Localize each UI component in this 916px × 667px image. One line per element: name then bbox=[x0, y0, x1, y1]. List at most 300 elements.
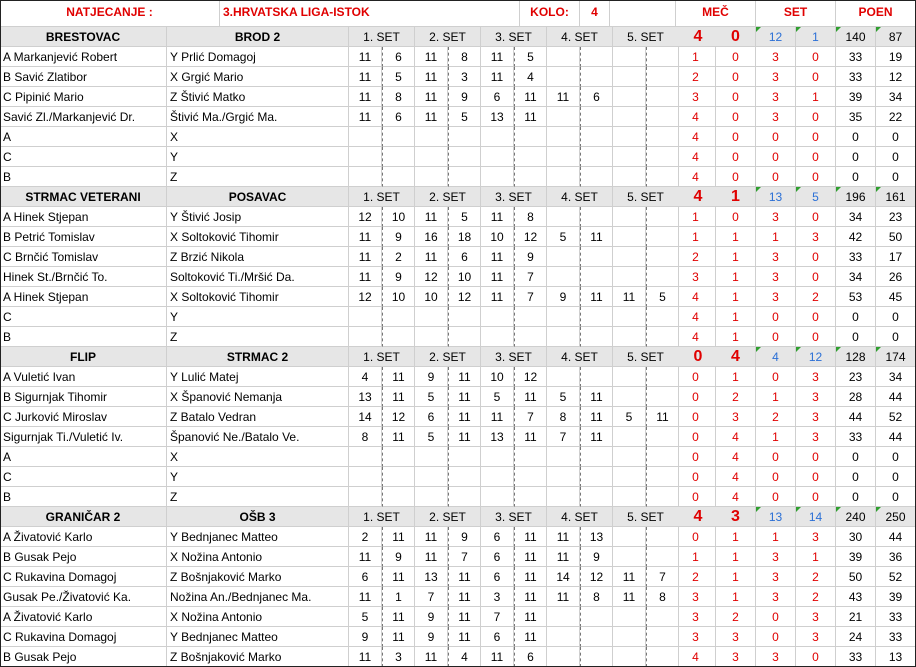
points-home: 39 bbox=[836, 87, 876, 107]
set-score-away: 6 bbox=[448, 247, 481, 267]
set-label: 2. SET bbox=[415, 27, 481, 47]
running-match-away: 1 bbox=[716, 227, 756, 247]
set-score-away: 8 bbox=[382, 87, 415, 107]
sets-won-home: 3 bbox=[756, 107, 796, 127]
away-player: X Nožina Antonio bbox=[167, 547, 349, 567]
set-score-away: 18 bbox=[448, 227, 481, 247]
home-player: C Pipinić Mario bbox=[0, 87, 167, 107]
points-home: 0 bbox=[836, 127, 876, 147]
sets-won-away: 0 bbox=[796, 167, 836, 187]
home-player: A bbox=[0, 447, 167, 467]
sets-won-home: 2 bbox=[756, 407, 796, 427]
points-home: 30 bbox=[836, 527, 876, 547]
points-away: 19 bbox=[876, 47, 916, 67]
running-match-away: 4 bbox=[716, 487, 756, 507]
set-score-home: 9 bbox=[415, 627, 448, 647]
running-match-home: 0 bbox=[676, 387, 716, 407]
set-score-home: 13 bbox=[349, 387, 382, 407]
points-away: 13 bbox=[876, 647, 916, 667]
set-score-away: 12 bbox=[382, 407, 415, 427]
set-score-away: 5 bbox=[382, 67, 415, 87]
set-score-home: 7 bbox=[415, 587, 448, 607]
running-match-home: 3 bbox=[676, 87, 716, 107]
points-home: 33 bbox=[836, 427, 876, 447]
set-score-home: 13 bbox=[481, 107, 514, 127]
set-score-away: 1 bbox=[382, 587, 415, 607]
set-score-home: 11 bbox=[481, 287, 514, 307]
set-score-home: 11 bbox=[349, 67, 382, 87]
running-match-away: 4 bbox=[716, 467, 756, 487]
home-team-name: GRANIČAR 2 bbox=[0, 507, 167, 527]
away-player: Z Batalo Vedran bbox=[167, 407, 349, 427]
set-score-home: 11 bbox=[349, 547, 382, 567]
set-total-away: 14 bbox=[796, 507, 836, 527]
set-score-away: 9 bbox=[448, 87, 481, 107]
set-score-away: 11 bbox=[580, 427, 613, 447]
set-score-home: 5 bbox=[547, 227, 580, 247]
sets-won-away: 3 bbox=[796, 527, 836, 547]
sets-won-home: 3 bbox=[756, 247, 796, 267]
set-score-away: 7 bbox=[448, 547, 481, 567]
set-score-home: 14 bbox=[547, 567, 580, 587]
points-home: 21 bbox=[836, 607, 876, 627]
sets-won-home: 3 bbox=[756, 207, 796, 227]
away-player: X bbox=[167, 127, 349, 147]
set-score-home: 11 bbox=[481, 267, 514, 287]
running-match-away: 0 bbox=[716, 107, 756, 127]
away-team-name: OŠB 3 bbox=[167, 507, 349, 527]
points-total-home: 140 bbox=[836, 27, 876, 47]
set-score-away: 12 bbox=[514, 367, 547, 387]
sets-won-home: 3 bbox=[756, 87, 796, 107]
away-team-name: POSAVAC bbox=[167, 187, 349, 207]
points-home: 24 bbox=[836, 627, 876, 647]
running-match-home: 4 bbox=[676, 647, 716, 667]
sets-won-home: 0 bbox=[756, 607, 796, 627]
sets-won-home: 0 bbox=[756, 147, 796, 167]
set-score-away: 11 bbox=[448, 607, 481, 627]
points-home: 28 bbox=[836, 387, 876, 407]
round-number: 4 bbox=[580, 0, 610, 27]
running-match-home: 3 bbox=[676, 587, 716, 607]
set-score-away: 11 bbox=[448, 407, 481, 427]
set-score-away: 4 bbox=[514, 67, 547, 87]
home-player: C Jurković Miroslav bbox=[0, 407, 167, 427]
running-match-home: 4 bbox=[676, 327, 716, 347]
set-score-home: 9 bbox=[349, 627, 382, 647]
sets-won-away: 0 bbox=[796, 147, 836, 167]
set-label: 3. SET bbox=[481, 347, 547, 367]
sets-won-home: 0 bbox=[756, 307, 796, 327]
sets-won-away: 0 bbox=[796, 267, 836, 287]
home-team-name: FLIP bbox=[0, 347, 167, 367]
points-away: 0 bbox=[876, 327, 916, 347]
set-score-away: 11 bbox=[514, 427, 547, 447]
points-away: 12 bbox=[876, 67, 916, 87]
away-player: X Grgić Mario bbox=[167, 67, 349, 87]
points-away: 34 bbox=[876, 87, 916, 107]
running-match-home: 0 bbox=[676, 407, 716, 427]
sets-won-away: 3 bbox=[796, 227, 836, 247]
points-total-away: 161 bbox=[876, 187, 916, 207]
away-player: Y bbox=[167, 307, 349, 327]
away-player: Soltoković Ti./Mršić Da. bbox=[167, 267, 349, 287]
set-score-home: 10 bbox=[481, 227, 514, 247]
set-score-away: 7 bbox=[514, 287, 547, 307]
set-score-home: 5 bbox=[547, 387, 580, 407]
running-match-home: 0 bbox=[676, 527, 716, 547]
sets-won-away: 0 bbox=[796, 47, 836, 67]
set-score-home: 11 bbox=[547, 527, 580, 547]
away-player: Y Prlić Domagoj bbox=[167, 47, 349, 67]
points-home: 44 bbox=[836, 407, 876, 427]
points-away: 50 bbox=[876, 227, 916, 247]
points-total-away: 250 bbox=[876, 507, 916, 527]
set-score-home: 6 bbox=[481, 527, 514, 547]
set-score-away: 2 bbox=[382, 247, 415, 267]
points-away: 0 bbox=[876, 147, 916, 167]
set-score-away: 11 bbox=[514, 107, 547, 127]
set-label: 3. SET bbox=[481, 27, 547, 47]
set-total-away: 1 bbox=[796, 27, 836, 47]
home-team-name: STRMAC VETERANI bbox=[0, 187, 167, 207]
points-away: 39 bbox=[876, 587, 916, 607]
away-team-name: STRMAC 2 bbox=[167, 347, 349, 367]
set-score-home: 11 bbox=[415, 247, 448, 267]
set-score-away: 11 bbox=[448, 367, 481, 387]
points-away: 36 bbox=[876, 547, 916, 567]
set-score-home: 11 bbox=[613, 587, 646, 607]
points-total-home: 240 bbox=[836, 507, 876, 527]
points-away: 0 bbox=[876, 167, 916, 187]
points-away: 33 bbox=[876, 627, 916, 647]
away-player: Y bbox=[167, 147, 349, 167]
set-score-home: 11 bbox=[415, 527, 448, 547]
sets-won-away: 0 bbox=[796, 467, 836, 487]
set-label: 5. SET bbox=[613, 347, 679, 367]
sets-won-home: 1 bbox=[756, 427, 796, 447]
away-player: Z bbox=[167, 167, 349, 187]
set-score-home: 11 bbox=[415, 207, 448, 227]
set-score-away: 10 bbox=[382, 287, 415, 307]
set-score-home: 2 bbox=[349, 527, 382, 547]
away-player: Z Bošnjaković Marko bbox=[167, 647, 349, 667]
running-match-away: 4 bbox=[716, 447, 756, 467]
running-match-away: 1 bbox=[716, 567, 756, 587]
away-player: Z Štivić Matko bbox=[167, 87, 349, 107]
set-score-away: 11 bbox=[382, 527, 415, 547]
home-player: C Rukavina Domagoj bbox=[0, 567, 167, 587]
sets-won-home: 3 bbox=[756, 287, 796, 307]
round-label: KOLO: bbox=[520, 0, 580, 27]
set-score-header: SET bbox=[756, 0, 836, 27]
points-away: 0 bbox=[876, 447, 916, 467]
running-match-away: 1 bbox=[716, 267, 756, 287]
away-player: Nožina An./Bednjanec Ma. bbox=[167, 587, 349, 607]
competition-label: NATJECANJE : bbox=[0, 0, 220, 27]
running-match-away: 3 bbox=[716, 647, 756, 667]
sets-won-away: 1 bbox=[796, 547, 836, 567]
set-score-away: 11 bbox=[448, 387, 481, 407]
match-total-home: 0 bbox=[676, 347, 721, 367]
points-total-home: 128 bbox=[836, 347, 876, 367]
points-away: 23 bbox=[876, 207, 916, 227]
match-total-away: 0 bbox=[716, 27, 756, 47]
sets-won-away: 0 bbox=[796, 487, 836, 507]
set-score-home: 6 bbox=[349, 567, 382, 587]
running-match-home: 4 bbox=[676, 307, 716, 327]
set-score-home: 11 bbox=[481, 247, 514, 267]
points-home: 23 bbox=[836, 367, 876, 387]
points-home: 50 bbox=[836, 567, 876, 587]
away-player: X bbox=[167, 447, 349, 467]
points-header: POEN bbox=[836, 0, 916, 27]
running-match-away: 0 bbox=[716, 67, 756, 87]
points-away: 0 bbox=[876, 467, 916, 487]
sets-won-away: 0 bbox=[796, 207, 836, 227]
set-label: 2. SET bbox=[415, 187, 481, 207]
points-away: 52 bbox=[876, 407, 916, 427]
set-score-away: 11 bbox=[382, 367, 415, 387]
set-label: 2. SET bbox=[415, 347, 481, 367]
set-score-home: 4 bbox=[349, 367, 382, 387]
home-player: A bbox=[0, 127, 167, 147]
sets-won-away: 3 bbox=[796, 607, 836, 627]
running-match-home: 4 bbox=[676, 167, 716, 187]
set-score-home: 11 bbox=[613, 287, 646, 307]
sets-won-home: 3 bbox=[756, 647, 796, 667]
set-score-away: 11 bbox=[382, 427, 415, 447]
set-score-home: 11 bbox=[481, 207, 514, 227]
set-score-away: 3 bbox=[448, 67, 481, 87]
set-score-home: 5 bbox=[481, 387, 514, 407]
points-home: 34 bbox=[836, 267, 876, 287]
home-player: A Vuletić Ivan bbox=[0, 367, 167, 387]
home-player: B Petrić Tomislav bbox=[0, 227, 167, 247]
sets-won-away: 0 bbox=[796, 647, 836, 667]
points-home: 33 bbox=[836, 647, 876, 667]
away-player: X Soltoković Tihomir bbox=[167, 287, 349, 307]
set-score-home: 11 bbox=[415, 547, 448, 567]
sets-won-home: 1 bbox=[756, 227, 796, 247]
set-label: 1. SET bbox=[349, 187, 415, 207]
running-match-home: 3 bbox=[676, 627, 716, 647]
sets-won-away: 3 bbox=[796, 387, 836, 407]
home-player: A Hinek Stjepan bbox=[0, 207, 167, 227]
running-match-home: 1 bbox=[676, 207, 716, 227]
set-score-home: 11 bbox=[415, 87, 448, 107]
set-score-home: 5 bbox=[349, 607, 382, 627]
set-score-away: 6 bbox=[580, 87, 613, 107]
set-score-away: 11 bbox=[514, 547, 547, 567]
running-match-away: 1 bbox=[716, 367, 756, 387]
sets-won-away: 0 bbox=[796, 127, 836, 147]
points-home: 0 bbox=[836, 327, 876, 347]
set-label: 5. SET bbox=[613, 187, 679, 207]
sets-won-home: 3 bbox=[756, 47, 796, 67]
sets-won-away: 2 bbox=[796, 587, 836, 607]
set-score-away: 11 bbox=[514, 87, 547, 107]
set-score-home: 11 bbox=[481, 647, 514, 667]
set-score-home: 3 bbox=[481, 587, 514, 607]
points-home: 43 bbox=[836, 587, 876, 607]
set-score-away: 9 bbox=[448, 527, 481, 547]
points-total-away: 174 bbox=[876, 347, 916, 367]
set-score-home: 14 bbox=[349, 407, 382, 427]
sets-won-away: 1 bbox=[796, 87, 836, 107]
running-match-away: 1 bbox=[716, 527, 756, 547]
points-away: 44 bbox=[876, 527, 916, 547]
sets-won-home: 0 bbox=[756, 127, 796, 147]
points-home: 34 bbox=[836, 207, 876, 227]
sets-won-away: 3 bbox=[796, 427, 836, 447]
points-home: 0 bbox=[836, 487, 876, 507]
set-score-away: 13 bbox=[580, 527, 613, 547]
set-score-home: 11 bbox=[349, 587, 382, 607]
set-score-away: 11 bbox=[646, 407, 679, 427]
set-score-home: 11 bbox=[415, 47, 448, 67]
running-match-away: 1 bbox=[716, 287, 756, 307]
sets-won-home: 0 bbox=[756, 367, 796, 387]
set-score-away: 5 bbox=[646, 287, 679, 307]
home-player: Savić Zl./Markanjević Dr. bbox=[0, 107, 167, 127]
away-player: Y Bednjanec Matteo bbox=[167, 627, 349, 647]
set-total-home: 4 bbox=[756, 347, 796, 367]
set-score-away: 11 bbox=[514, 627, 547, 647]
match-total-away: 4 bbox=[716, 347, 756, 367]
away-team-name: BROD 2 bbox=[167, 27, 349, 47]
set-score-home: 11 bbox=[481, 47, 514, 67]
set-label: 1. SET bbox=[349, 507, 415, 527]
set-score-home: 11 bbox=[481, 407, 514, 427]
running-match-home: 0 bbox=[676, 467, 716, 487]
set-label: 2. SET bbox=[415, 507, 481, 527]
set-score-home: 5 bbox=[415, 387, 448, 407]
points-home: 0 bbox=[836, 307, 876, 327]
running-match-home: 4 bbox=[676, 287, 716, 307]
away-player: X Nožina Antonio bbox=[167, 607, 349, 627]
sets-won-home: 0 bbox=[756, 447, 796, 467]
away-player: X Španović Nemanja bbox=[167, 387, 349, 407]
points-away: 45 bbox=[876, 287, 916, 307]
points-away: 52 bbox=[876, 567, 916, 587]
points-home: 0 bbox=[836, 447, 876, 467]
running-match-away: 1 bbox=[716, 547, 756, 567]
set-score-home: 6 bbox=[481, 87, 514, 107]
set-score-away: 10 bbox=[382, 207, 415, 227]
set-score-home: 6 bbox=[415, 407, 448, 427]
set-score-away: 11 bbox=[448, 627, 481, 647]
set-score-away: 4 bbox=[448, 647, 481, 667]
home-player: Sigurnjak Ti./Vuletić Iv. bbox=[0, 427, 167, 447]
set-score-away: 11 bbox=[514, 567, 547, 587]
away-player: Z Bošnjaković Marko bbox=[167, 567, 349, 587]
sets-won-away: 0 bbox=[796, 447, 836, 467]
set-label: 4. SET bbox=[547, 27, 613, 47]
match-total-away: 3 bbox=[716, 507, 756, 527]
home-player: B bbox=[0, 487, 167, 507]
away-player: Y Štivić Josip bbox=[167, 207, 349, 227]
home-player: C bbox=[0, 147, 167, 167]
set-score-away: 7 bbox=[514, 267, 547, 287]
home-player: A Hinek Stjepan bbox=[0, 287, 167, 307]
set-score-away: 11 bbox=[580, 387, 613, 407]
sets-won-home: 0 bbox=[756, 167, 796, 187]
running-match-home: 0 bbox=[676, 427, 716, 447]
sets-won-home: 1 bbox=[756, 387, 796, 407]
sets-won-away: 0 bbox=[796, 327, 836, 347]
set-score-home: 11 bbox=[547, 87, 580, 107]
sets-won-away: 0 bbox=[796, 307, 836, 327]
points-home: 53 bbox=[836, 287, 876, 307]
set-score-away: 12 bbox=[448, 287, 481, 307]
set-score-away: 11 bbox=[580, 407, 613, 427]
points-total-home: 196 bbox=[836, 187, 876, 207]
points-away: 26 bbox=[876, 267, 916, 287]
running-match-away: 0 bbox=[716, 207, 756, 227]
set-score-home: 16 bbox=[415, 227, 448, 247]
running-match-away: 3 bbox=[716, 627, 756, 647]
set-total-away: 12 bbox=[796, 347, 836, 367]
set-score-away: 11 bbox=[514, 607, 547, 627]
set-score-away: 11 bbox=[514, 527, 547, 547]
home-player: C Brnčić Tomislav bbox=[0, 247, 167, 267]
running-match-home: 3 bbox=[676, 267, 716, 287]
set-score-away: 7 bbox=[646, 567, 679, 587]
set-total-away: 5 bbox=[796, 187, 836, 207]
set-score-home: 11 bbox=[613, 567, 646, 587]
set-score-away: 9 bbox=[382, 267, 415, 287]
set-score-away: 11 bbox=[448, 587, 481, 607]
set-score-away: 6 bbox=[382, 107, 415, 127]
running-match-away: 0 bbox=[716, 127, 756, 147]
set-score-home: 13 bbox=[481, 427, 514, 447]
set-score-away: 11 bbox=[514, 587, 547, 607]
set-label: 3. SET bbox=[481, 507, 547, 527]
away-player: Y Bednjanec Matteo bbox=[167, 527, 349, 547]
set-score-home: 13 bbox=[415, 567, 448, 587]
set-score-away: 11 bbox=[382, 607, 415, 627]
away-player: Z bbox=[167, 487, 349, 507]
home-player: A Markanjević Robert bbox=[0, 47, 167, 67]
sets-won-away: 2 bbox=[796, 287, 836, 307]
set-score-home: 10 bbox=[481, 367, 514, 387]
set-score-away: 12 bbox=[514, 227, 547, 247]
sets-won-home: 0 bbox=[756, 467, 796, 487]
set-score-home: 12 bbox=[415, 267, 448, 287]
away-player: Y bbox=[167, 467, 349, 487]
set-total-home: 13 bbox=[756, 187, 796, 207]
set-score-home: 11 bbox=[349, 267, 382, 287]
set-total-home: 13 bbox=[756, 507, 796, 527]
sets-won-away: 0 bbox=[796, 247, 836, 267]
running-match-away: 4 bbox=[716, 427, 756, 447]
sets-won-home: 3 bbox=[756, 267, 796, 287]
home-team-name: BRESTOVAC bbox=[0, 27, 167, 47]
running-match-home: 0 bbox=[676, 487, 716, 507]
sets-won-home: 0 bbox=[756, 487, 796, 507]
sets-won-home: 3 bbox=[756, 67, 796, 87]
set-label: 3. SET bbox=[481, 187, 547, 207]
set-score-home: 11 bbox=[349, 87, 382, 107]
match-score-header: MEČ bbox=[676, 0, 756, 27]
running-match-away: 0 bbox=[716, 167, 756, 187]
points-away: 22 bbox=[876, 107, 916, 127]
match-total-home: 4 bbox=[676, 27, 721, 47]
sets-won-away: 3 bbox=[796, 367, 836, 387]
points-away: 0 bbox=[876, 127, 916, 147]
match-total-away: 1 bbox=[716, 187, 756, 207]
